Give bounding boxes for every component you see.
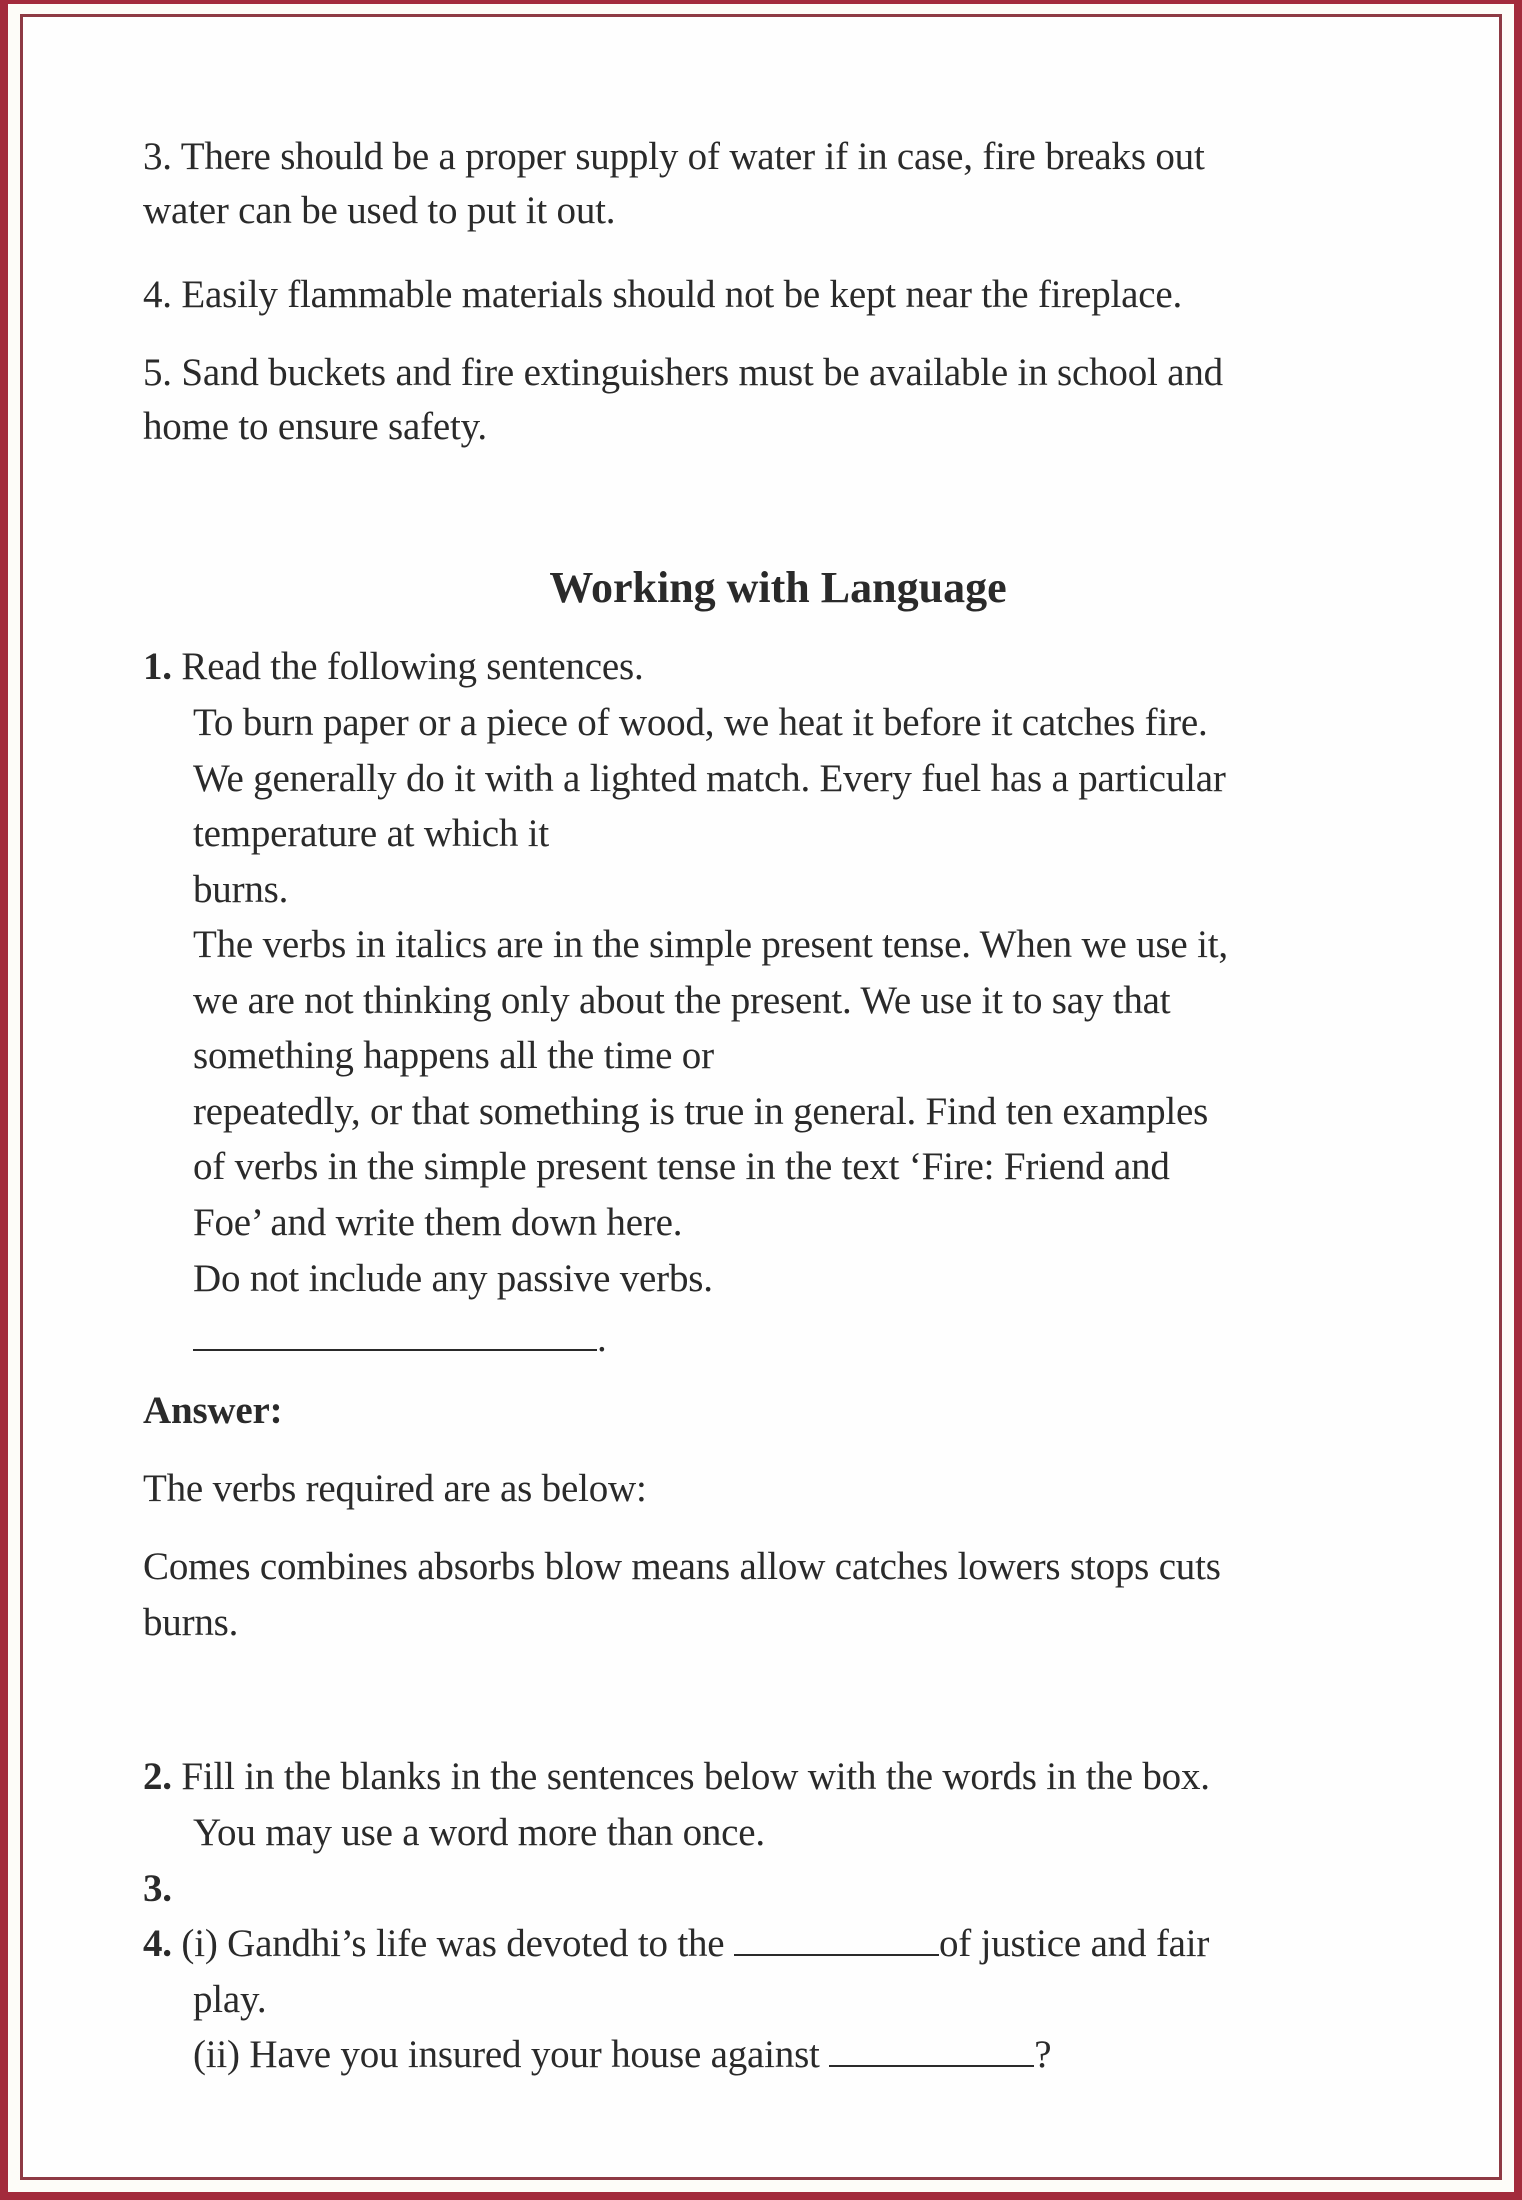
safety-point-3-line-1 (143, 135, 1205, 179)
safety-point-5-line-2: home to ensure safety. (143, 405, 487, 448)
question-number: 2. (143, 1755, 172, 1798)
question-2-line-1 (143, 1755, 1210, 1799)
question-4-item-2 (193, 2033, 1051, 2077)
question-1-line: of verbs in the simple present tense in the text ‘Fire: Friend and (193, 1145, 1170, 1188)
question-1-line: temperature at which it (193, 812, 549, 855)
point-text: Easily flammable materials should not be kept near the fireplace. (181, 273, 1183, 316)
question-1-line: burns. (193, 868, 289, 911)
safety-point-3-line-2: water can be used to put it out. (143, 189, 616, 232)
question-1-line: Foe’ and write them down here. (193, 1201, 683, 1244)
safety-point-5-line-1 (143, 351, 1223, 395)
question-4-item-1 (143, 1922, 1209, 1966)
question-3-number: 3. (143, 1867, 172, 1910)
page-outer-border (8, 4, 1514, 2192)
question-2-line-2: You may use a word more than once. (193, 1811, 765, 1854)
question-text: Read the following sentences. (181, 645, 644, 688)
question-text: Fill in the blanks in the sentences below with the words in the box. (181, 1755, 1210, 1798)
point-number: 5. (143, 351, 172, 394)
fill-blank-2[interactable] (829, 2035, 1034, 2067)
point-number: 4. (143, 273, 172, 316)
question-1-intro (143, 645, 644, 689)
question-1-line: repeatedly, or that something is true in general. Find ten examples (193, 1090, 1209, 1133)
answer-verbs-line-2: burns. (143, 1601, 239, 1644)
blank-line (193, 1319, 597, 1351)
item-suffix: ? (1034, 2033, 1052, 2076)
point-text: Sand buckets and fire extinguishers must be available in school and (181, 351, 1223, 394)
section-title: Working with Language (549, 563, 1007, 612)
safety-point-4 (143, 273, 1182, 317)
answer-verbs-line-1: Comes combines absorbs blow means allow catches lowers stops cuts (143, 1545, 1221, 1588)
item-prefix: (i) Gandhi’s life was devoted to the (181, 1922, 725, 1965)
page-inner-border (20, 14, 1502, 2180)
question-4-item-1-continuation: play. (193, 1978, 267, 2021)
answer-label: Answer: (143, 1389, 283, 1432)
point-text: There should be a proper supply of water if in case, fire breaks out (180, 135, 1205, 178)
answer-intro: The verbs required are as below: (143, 1467, 647, 1510)
question-number: 4. (143, 1922, 172, 1965)
question-1-line: something happens all the time or (193, 1034, 714, 1077)
question-1-line: we are not thinking only about the present. We use it to say that (193, 979, 1171, 1022)
item-prefix: (ii) Have you insured your house against (193, 2033, 820, 2076)
point-number: 3. (143, 135, 172, 178)
question-1-answer-blank (193, 1317, 607, 1361)
question-1-line: Do not include any passive verbs. (193, 1257, 713, 1300)
blank-suffix: . (597, 1317, 607, 1360)
question-1-line: The verbs in italics are in the simple present tense. When we use it, (193, 923, 1228, 966)
question-number: 1. (143, 645, 172, 688)
fill-blank-1[interactable] (734, 1924, 939, 1956)
item-suffix: of justice and fair (938, 1922, 1210, 1965)
question-1-line: To burn paper or a piece of wood, we heat it before it catches fire. (193, 701, 1208, 744)
question-1-line: We generally do it with a lighted match. Every fuel has a particular (193, 757, 1226, 800)
